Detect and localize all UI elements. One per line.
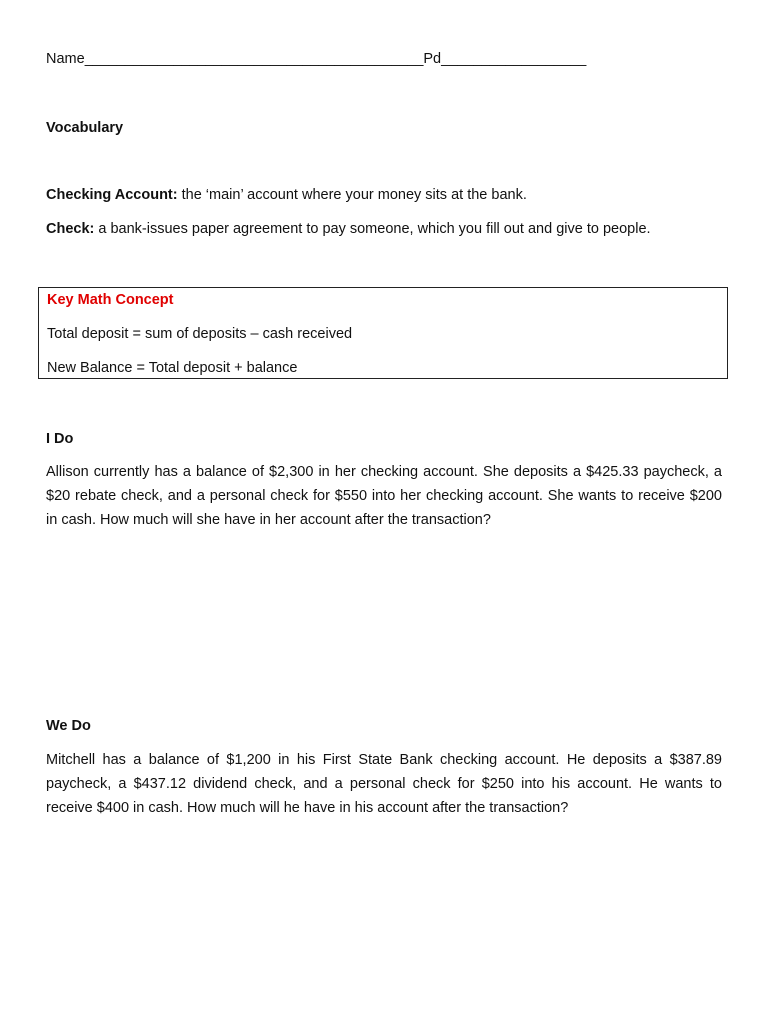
- we-do-heading: We Do: [46, 718, 91, 734]
- vocab-definition: a bank-issues paper agreement to pay someone, which you fill out and give to people.: [94, 221, 651, 237]
- we-do-problem: Mitchell has a balance of $1,200 in his First State Bank checking account. He deposits a $387.89 paycheck, a $437.12 dividend check, and a personal check for $250 into his account. He wants to receive $400 in cash. How much will he have in his account after the transaction?: [46, 752, 722, 816]
- i-do-heading: I Do: [46, 431, 74, 447]
- vocab-term-checking-account: [46, 186, 527, 204]
- worksheet-page: [46, 0, 722, 1024]
- concept-formula-new-balance: New Balance = Total deposit + balance: [47, 360, 298, 376]
- key-math-concept-box: [38, 287, 728, 379]
- name-label: Name: [46, 51, 85, 67]
- vocab-definition: the ‘main’ account where your money sits at the bank.: [177, 187, 527, 203]
- key-math-concept-title: Key Math Concept: [47, 292, 174, 308]
- vocab-term: Checking Account:: [46, 187, 178, 203]
- name-period-line: [46, 50, 586, 68]
- name-blank[interactable]: __________________________________________: [84, 51, 424, 67]
- vocab-term: Check:: [46, 221, 95, 237]
- period-blank[interactable]: __________________: [441, 51, 587, 67]
- vocab-term-check: [46, 220, 651, 238]
- i-do-problem: Allison currently has a balance of $2,300 in her checking account. She deposits a $425.33 paycheck, a $20 rebate check, and a personal check for $550 into her checking account. She wants to receive $200 in cash. How much will she have in her account after the transaction?: [46, 464, 722, 528]
- vocabulary-heading: Vocabulary: [46, 120, 124, 136]
- concept-formula-total-deposit: Total deposit = sum of deposits – cash received: [47, 326, 353, 342]
- period-label: Pd: [423, 51, 442, 67]
